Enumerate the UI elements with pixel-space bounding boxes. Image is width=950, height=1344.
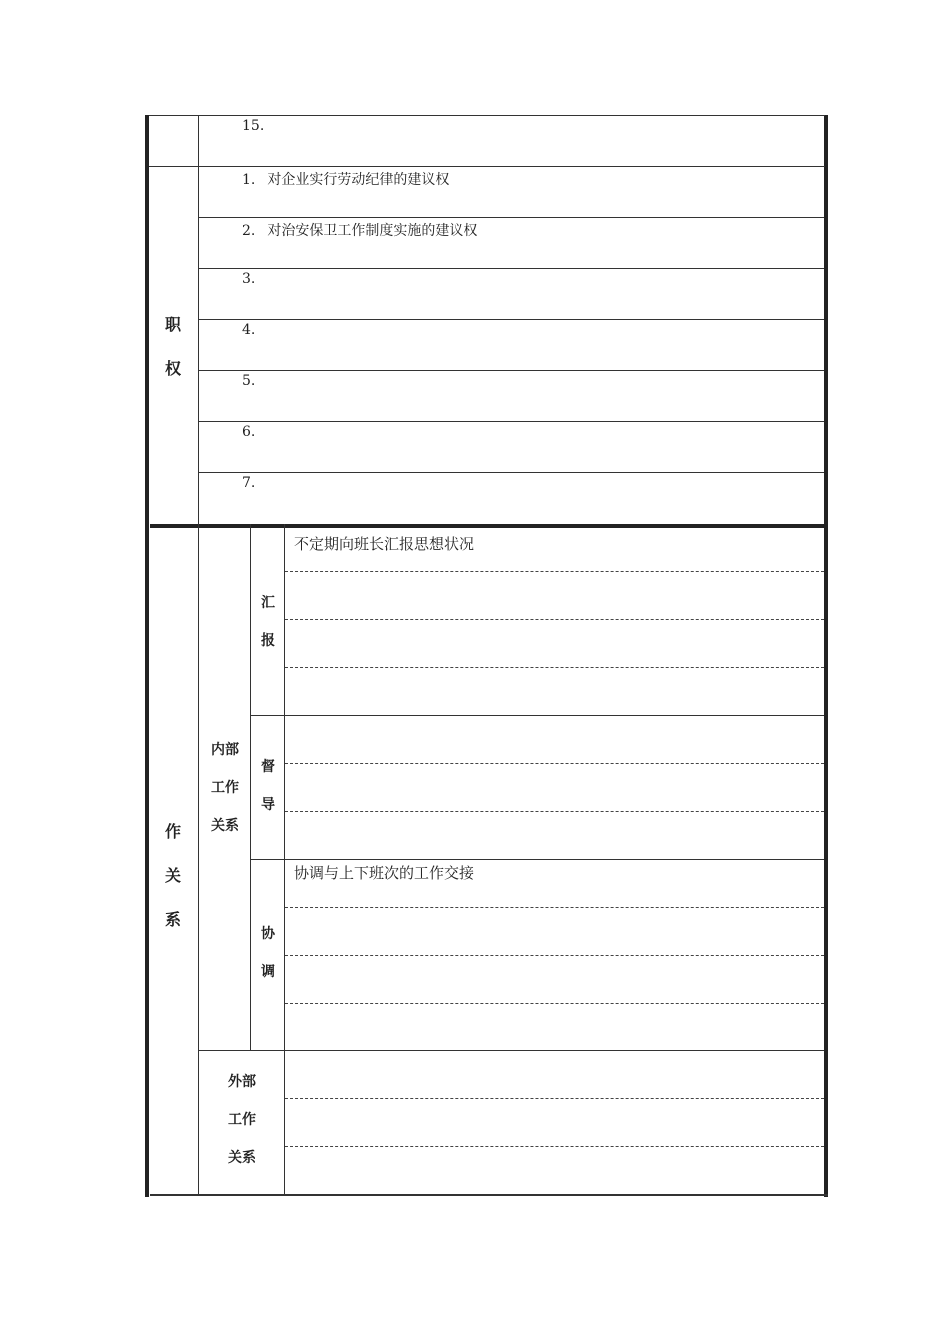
authority-item-6: 6. (242, 424, 256, 440)
authority-item-4: 4. (242, 322, 256, 338)
authority-item-3: 3. (242, 271, 256, 287)
work-relations-label: 作 关 系 (164, 822, 181, 929)
table-right-border (824, 115, 828, 1197)
table-bottom-border (150, 1194, 828, 1196)
internal-subcolumn-divider (250, 524, 251, 1051)
report-label: 汇 报 (261, 595, 275, 649)
coordinate-entry-1: 协调与上下班次的工作交接 (294, 864, 475, 882)
table-left-border (145, 115, 149, 1197)
authority-item-5: 5. (242, 373, 256, 389)
item-15-number: 15. (242, 118, 265, 134)
authority-label: 职 权 (164, 315, 181, 378)
section-divider (150, 524, 824, 528)
authority-item-2: 2. 对治安保卫工作制度实施的建议权 (242, 223, 478, 239)
authority-item-7: 7. (242, 475, 256, 491)
supervise-label: 督 导 (261, 759, 275, 813)
authority-item-1: 1. 对企业实行劳动纪律的建议权 (242, 172, 450, 188)
coordinate-label: 协 调 (261, 926, 275, 980)
label-column-divider (198, 115, 199, 1195)
external-relations-label: 外部 工作 关系 (228, 1074, 256, 1166)
internal-relations-label: 内部 工作 关系 (211, 742, 239, 834)
report-entry-1: 不定期向班长汇报思想状况 (294, 535, 475, 553)
